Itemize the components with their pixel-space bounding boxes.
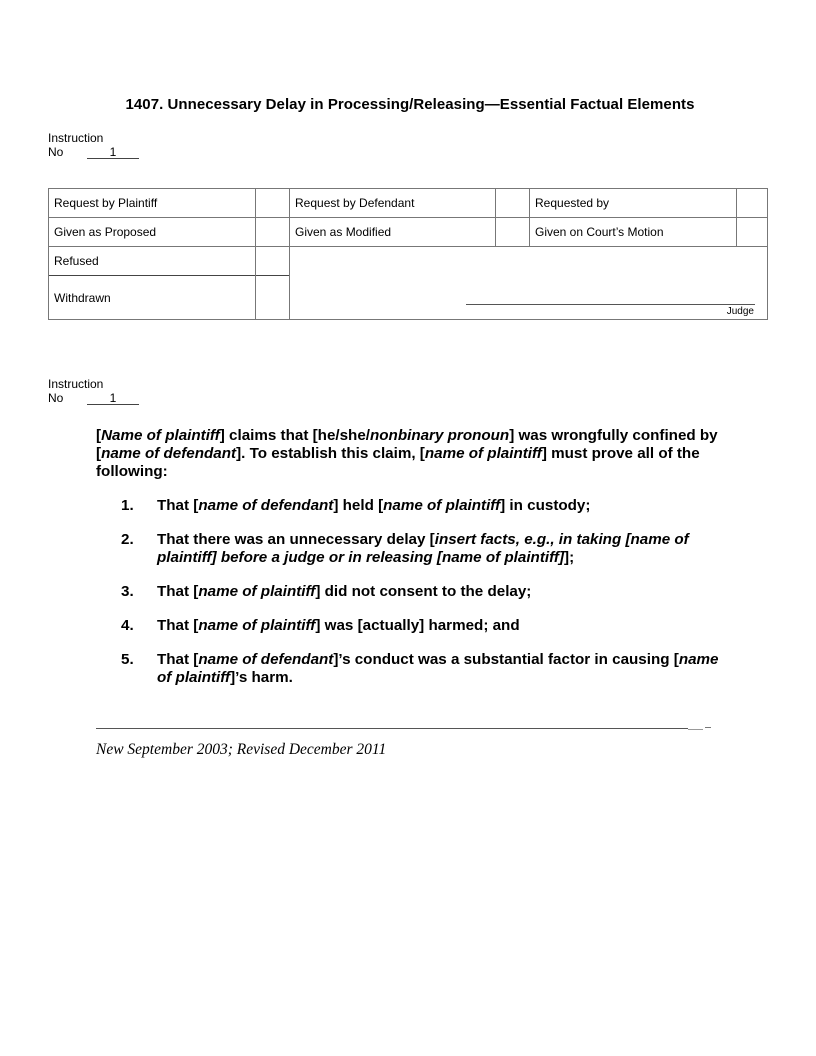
placeholder-text: name of defendant [198,651,334,668]
given-as-modified-label: Given as Modified [295,225,392,239]
instruction-number-field[interactable]: 1 [87,145,139,159]
placeholder-text: nonbinary pronoun [370,427,510,444]
text-segment: ] held [ [333,497,384,514]
judge-label: Judge [726,306,754,317]
text-segment: ]. To establish this claim, [ [236,445,425,462]
list-item [96,497,736,515]
request-by-plaintiff-checkbox[interactable] [256,189,289,217]
withdrawn-label: Withdrawn [54,290,111,305]
requested-by-label: Requested by [535,196,610,210]
text-segment: That [ [157,651,199,668]
refused-label: Refused [54,254,99,268]
placeholder-text: name of plaintiff [198,583,316,600]
footer-divider [705,727,711,728]
given-on-courts-motion-checkbox[interactable] [737,218,767,246]
request-disposition-table [48,188,768,320]
placeholder-text: insert facts, e.g., in taking [name of plaintiff] before a judge or in releasing [name of plaintiff] [157,531,689,566]
text-segment: ] was [actually] harmed; and [315,617,520,634]
footer-divider [96,728,688,729]
list-number: 5. [121,651,134,668]
revision-history: New September 2003; Revised December 2011 [96,741,387,758]
given-as-proposed-label: Given as Proposed [54,225,157,239]
given-as-modified-checkbox[interactable] [496,218,529,246]
judge-signature-line[interactable] [466,304,755,305]
list-item [96,651,736,687]
list-number: 3. [121,583,134,600]
text-segment: [ [96,427,102,444]
instruction-number-block [48,131,117,159]
request-by-plaintiff-label: Request by Plaintiff [54,196,158,210]
list-number: 2. [121,531,134,548]
list-item [96,617,736,635]
request-by-defendant-checkbox[interactable] [496,189,529,217]
list-number: 1. [121,497,134,514]
text-segment: ]’s conduct was a substantial factor in causing [ [333,651,679,668]
instruction-intro [96,427,736,481]
list-item [96,583,736,601]
footer-divider [688,729,703,730]
instruction-label: Instruction [48,131,104,145]
no-label: No [48,145,64,159]
placeholder-text: name of plaintiff [424,445,542,462]
text-segment: That there was an unnecessary delay [ [157,531,435,548]
essential-elements-list [96,497,736,703]
text-segment: ]’s harm. [230,669,293,686]
instruction-number-field[interactable]: 1 [87,391,139,405]
text-segment: That [ [157,617,199,634]
instruction-label: Instruction [48,377,104,391]
placeholder-text: name of plaintiff [383,497,501,514]
request-by-defendant-label: Request by Defendant [295,196,415,210]
given-on-courts-motion-label: Given on Court’s Motion [535,225,664,239]
refused-checkbox[interactable] [256,247,289,275]
text-segment: ] did not consent to the delay; [315,583,532,600]
text-segment: ] claims that [he/she/ [219,427,370,444]
placeholder-text: name of plaintiff [198,617,316,634]
text-segment: ]; [564,549,575,566]
page-title: 1407. Unnecessary Delay in Processing/Releasing—Essential Factual Elements [125,96,695,113]
no-label: No [48,391,64,405]
text-segment: ] must prove all of the following: [96,445,700,480]
given-as-proposed-checkbox[interactable] [256,218,289,246]
text-segment: ] in custody; [500,497,591,514]
text-segment: That [ [157,583,199,600]
withdrawn-checkbox[interactable] [256,276,289,319]
instruction-number-block [48,377,117,405]
text-segment: That [ [157,497,199,514]
list-item [96,531,736,567]
placeholder-text: name of defendant [101,445,237,462]
text-segment: ] was wrongfully confined by [ [96,427,718,462]
placeholder-text: name of defendant [198,497,334,514]
list-number: 4. [121,617,134,634]
placeholder-text: Name of plaintiff [101,427,220,444]
requested-by-checkbox[interactable] [737,189,767,217]
placeholder-text: name of plaintiff [157,651,719,686]
